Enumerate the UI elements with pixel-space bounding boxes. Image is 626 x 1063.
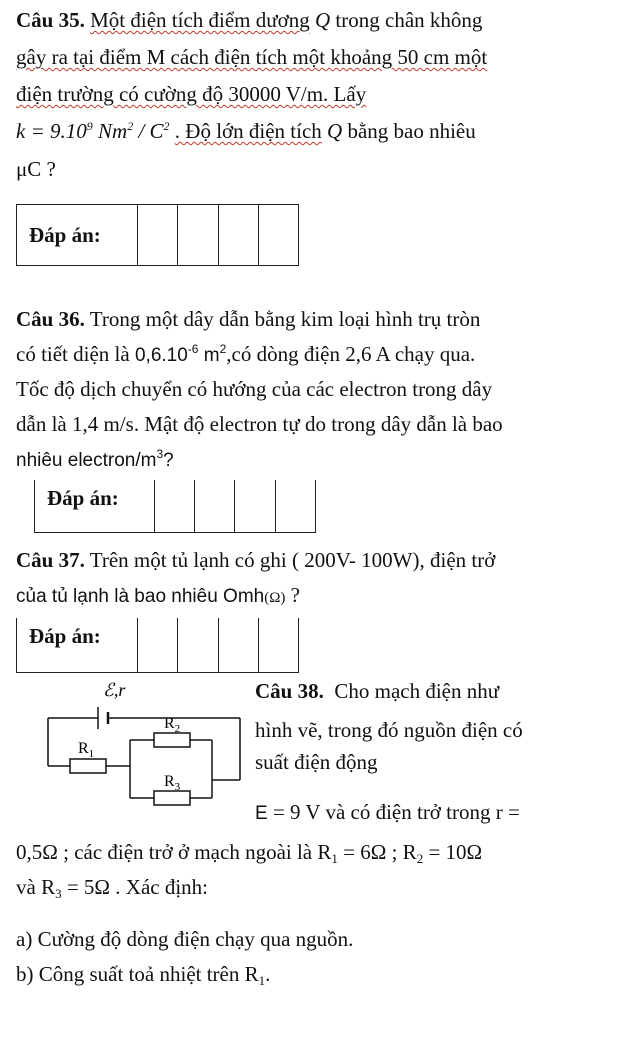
source-label: ℰ,r (103, 680, 126, 700)
q38-part-b: b) Công suất toả nhiệt trên $R_1$. (16, 962, 271, 988)
q37-answer-label: Đáp án: (29, 624, 101, 648)
q35-number: Câu 35. (16, 8, 85, 32)
q35-answer-cell[interactable] (258, 205, 298, 265)
resistor-r2 (154, 733, 190, 747)
q37-answer-cell[interactable] (177, 618, 217, 672)
circuit-diagram (36, 674, 256, 824)
q35-symbol-q: Q (315, 8, 331, 32)
q37-answer-cell[interactable] (218, 618, 258, 672)
q35-line-1 (16, 6, 482, 34)
q36-line-1: Câu 36. Trong một dây dẫn bằng kim loại hình trụ tròn (16, 307, 481, 331)
q37-answer-cell[interactable] (137, 618, 177, 672)
q37-number: Câu 37. (16, 548, 85, 572)
q35-line-2: gây ra tại điểm M cách điện tích một khoảng 50 cm một (16, 45, 488, 69)
q37-line-1: Câu 37. Trên một tủ lạnh có ghi ( 200V- 100W), điện trở (16, 548, 496, 572)
q38-number: Câu 38. (255, 679, 324, 703)
q35-line-5: μC ? (16, 157, 56, 181)
q38-line-3: suất điện động (255, 750, 378, 774)
q36-line-2: có tiết diện là $0,6.10^{-6}$ $m^2,có$ dòng điện 2,6 A chạy qua. (16, 342, 476, 366)
emf-symbol: E (255, 803, 268, 824)
q35-answer-cell[interactable] (137, 205, 177, 265)
q35-text-1b: trong chân không (335, 8, 483, 32)
q36-answer-box[interactable] (34, 480, 316, 533)
q36-line-5: nhiêu electron/$m^3$? (16, 447, 174, 471)
r2-label: $R_2$ (164, 715, 181, 735)
q37-answer-cell[interactable] (258, 618, 298, 672)
q38-part-a: a) Cường độ dòng điện chạy qua nguồn. (16, 927, 354, 951)
q36-answer-label: Đáp án: (47, 486, 119, 510)
q36-answer-cell[interactable] (194, 480, 234, 532)
q38-line-4: E = 9 V và có điện trở trong r = (255, 800, 520, 824)
q37-answer-box[interactable] (16, 618, 299, 673)
r3-label: $R_3$ (164, 773, 181, 793)
q38-line-1: Câu 38. Cho mạch điện như (255, 679, 500, 703)
q35-answer-cell[interactable] (218, 205, 258, 265)
q38-line-6: và $R_3 = 5\Omega$ . Xác định: (16, 875, 209, 901)
q36-answer-cell[interactable] (275, 480, 315, 532)
q35-line-4: $k = 9.10^9$ $Nm^2 / C^2$ . Độ lớn điện tích Q bằng bao nhiêu (16, 119, 476, 143)
r1-label: $R_1$ (78, 740, 95, 760)
q37-line-2: của tủ lạnh là bao nhiêu Omh(Ω) ? (16, 583, 300, 607)
q38-line-5: 0,5Ω ; các điện trở ở mạch ngoài là $R_1 = 6\Omega$ ; $R_2 = 10\Omega$ (16, 840, 483, 866)
q35-answer-box[interactable] (16, 204, 299, 266)
resistor-r1 (70, 759, 106, 773)
k-constant: $k = 9.10^9$ $Nm^2 / C^2$ (16, 119, 170, 143)
q38-line-2: hình vẽ, trong đó nguồn điện có (255, 718, 523, 742)
q36-answer-cell[interactable] (154, 480, 194, 532)
q36-answer-cell[interactable] (234, 480, 274, 532)
q36-number: Câu 36. (16, 307, 85, 331)
q35-answer-label: Đáp án: (29, 222, 101, 247)
q36-line-4: dẫn là 1,4 m/s. Mật độ electron tự do trong dây dẫn là bao (16, 412, 503, 436)
q35-line-3: điện trường có cường độ 30000 V/m. Lấy (16, 82, 367, 106)
q35-text-1a: Một điện tích điểm dương (90, 8, 310, 32)
q36-line-3: Tốc độ dịch chuyển có hướng của các electron trong dây (16, 377, 493, 401)
resistor-r3 (154, 791, 190, 805)
q35-answer-cell[interactable] (177, 205, 217, 265)
